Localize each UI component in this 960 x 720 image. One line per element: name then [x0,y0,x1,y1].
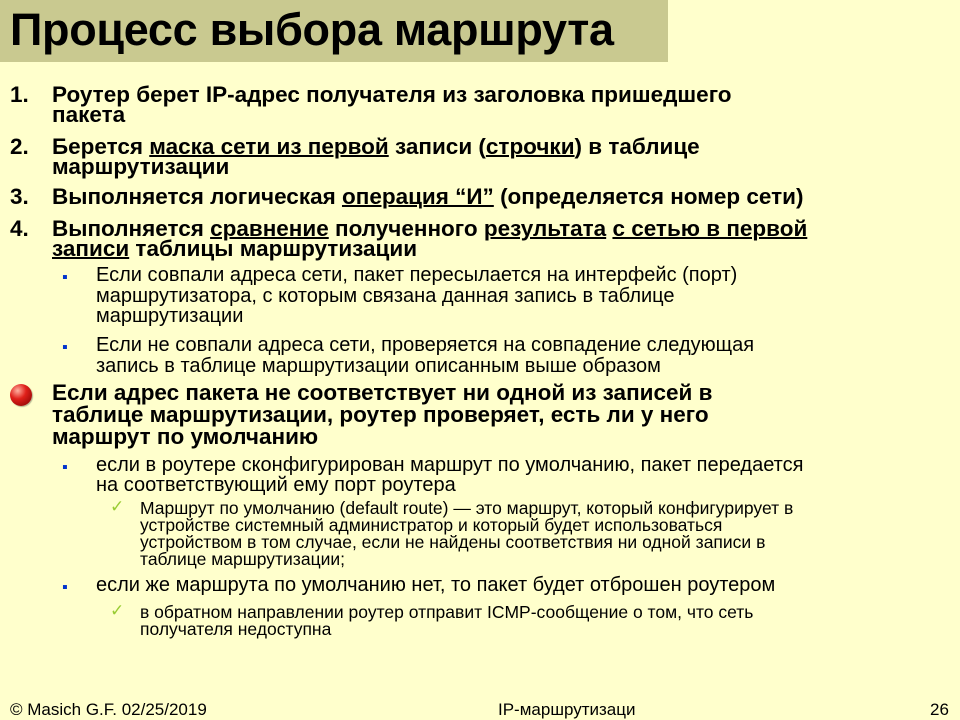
item-number: 2. [10,134,29,159]
sub-item-line: Если не совпали адреса сети, проверяется на совпадение следующая [96,334,755,356]
square-bullet-icon: ▪ [62,579,68,596]
title-bar [0,0,668,62]
check-item-line: Маршрут по умолчанию (default route) — это маршрут, который конфигурирует в [140,498,794,518]
item-text-line: Берется маска сети из первой записи (строчки) в таблице [52,134,700,159]
red-ball-bullet-icon [10,384,32,406]
sub-item-line: если же маршрута по умолчанию нет, то пакет будет отброшен роутером [96,574,776,596]
item-number: 4. [10,216,29,241]
footer-topic: IP-маршрутизаци [498,700,636,719]
item-text-line: маршрут по умолчанию [52,424,319,449]
item-text-line: Выполняется сравнение полученного результата с сетью в первой [52,216,808,241]
item-number: 1. [10,82,29,107]
check-item-line: в обратном направлении роутер отправит ICMP-сообщение о том, что сеть [140,602,754,622]
item-text-line: Если адрес пакета не соответствует ни одной из записей в [52,380,713,405]
checkmark-icon: ✓ [110,601,125,620]
item-text-line: Выполняется логическая операция “И” (определяется номер сети) [52,184,804,209]
check-item-line: устройством в том случае, если не найдены соответствия ни одной записи в [140,532,766,552]
item-text-line: таблице маршрутизации, роутер проверяет, есть ли у него [52,402,709,427]
square-bullet-icon: ▪ [62,269,68,286]
sub-item-line: маршрутизации [96,305,244,327]
checkmark-icon: ✓ [110,497,125,516]
slide-number: 26 [930,700,949,719]
item-text-line: Роутер берет IP-адрес получателя из заголовка пришедшего [52,82,732,107]
footer-copyright: © Masich G.F. 02/25/2019 [10,700,207,719]
sub-item-line: Если совпали адреса сети, пакет пересылается на интерфейс (порт) [96,264,738,286]
sub-item-line: запись в таблице маршрутизации описанным выше образом [96,355,661,377]
item-text-line: записи таблицы маршрутизации [52,236,418,261]
slide-title: Процесс выбора маршрута [10,4,614,55]
item-number: 3. [10,184,29,209]
check-item-line: таблице маршрутизации; [140,549,346,569]
item-text-line: маршрутизации [52,154,230,179]
sub-item-line: на соответствующий ему порт роутера [96,474,456,496]
check-item-line: устройстве системный администратор и который будет использоваться [140,515,723,535]
check-item-line: получателя недоступна [140,619,332,639]
square-bullet-icon: ▪ [62,339,68,356]
sub-item-line: маршрутизатора, с которым связана данная запись в таблице [96,285,675,307]
sub-item-line: если в роутере сконфигурирован маршрут по умолчанию, пакет передается [96,454,804,476]
square-bullet-icon: ▪ [62,459,68,476]
item-text-line: пакета [52,102,126,127]
